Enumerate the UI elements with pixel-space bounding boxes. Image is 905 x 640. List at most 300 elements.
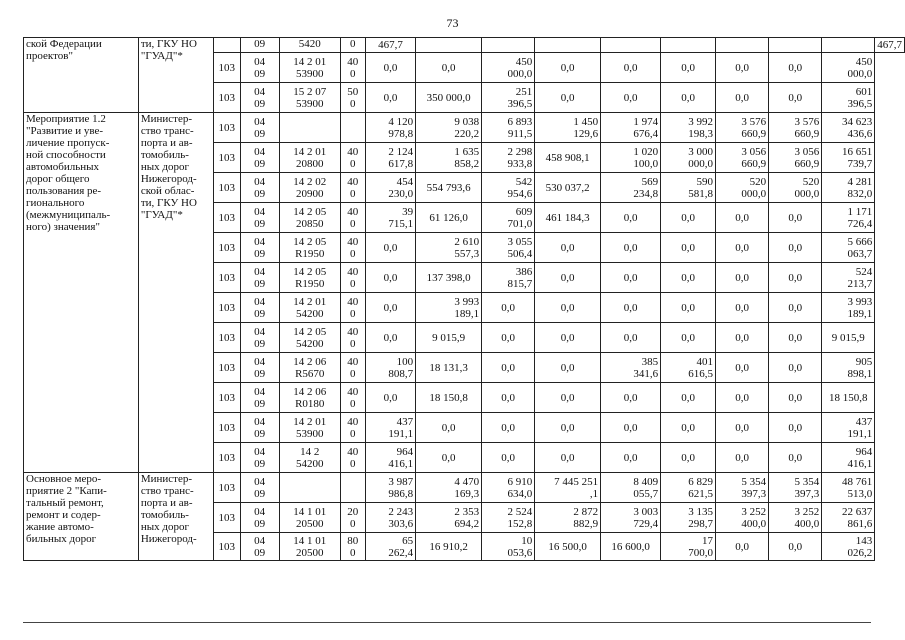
year-value-text: 0,0: [383, 331, 398, 344]
year-value-text: 0,0: [788, 91, 803, 104]
total-value-text: 143 026,2: [847, 534, 873, 559]
year-value: [482, 263, 535, 293]
total-value-text: 467,7: [877, 39, 902, 51]
year-value-text: 0,0: [501, 301, 516, 314]
vr-code: [340, 113, 365, 143]
year-value-text: 0,0: [788, 421, 803, 434]
year-value: [535, 473, 601, 503]
year-value-text: 3 252 400,0: [741, 505, 767, 530]
vr-code-text: 40 0: [347, 265, 359, 290]
year-value-text: 3 055 506,4: [507, 235, 533, 260]
year-value-text: 0,0: [441, 421, 456, 434]
grbs-code-text: 103: [218, 181, 236, 194]
year-value: [365, 353, 415, 383]
year-value-text: 0,0: [623, 451, 638, 464]
grbs-code: [214, 533, 240, 561]
year-value: [535, 533, 601, 561]
year-value-text: 0,0: [501, 451, 516, 464]
year-value-text: 16 910,2: [429, 540, 468, 553]
total-value: [822, 173, 875, 203]
year-value: [365, 413, 415, 443]
year-value: [769, 173, 822, 203]
grbs-code-text: 103: [218, 331, 236, 344]
year-value-text: 0,0: [623, 211, 638, 224]
year-value-text: 458 908,1: [545, 151, 590, 164]
year-value-text: 437 191,1: [388, 415, 414, 440]
responsible-executor: [138, 113, 213, 473]
table-body: [24, 38, 905, 561]
csr-code: [279, 53, 340, 83]
grbs-code-text: 103: [218, 391, 236, 404]
year-value: [482, 53, 535, 83]
vr-code: [340, 353, 365, 383]
year-value-text: 3 056 660,9: [794, 145, 820, 170]
year-value-text: 0,0: [788, 361, 803, 374]
year-value: [365, 503, 415, 533]
total-value: [822, 323, 875, 353]
vr-code-text: 40 0: [347, 445, 359, 470]
year-value-text: 3 993 189,1: [454, 295, 480, 320]
year-value-text: 18 150,8: [429, 391, 468, 404]
year-value: [716, 383, 769, 413]
year-value-text: 0,0: [560, 361, 575, 374]
grbs-code: [214, 293, 240, 323]
vr-code: [340, 413, 365, 443]
year-value: [601, 83, 661, 113]
total-value-text: 16 651 739,7: [842, 145, 873, 170]
year-value: [661, 113, 716, 143]
year-value: [716, 113, 769, 143]
year-value-text: 1 974 676,4: [633, 115, 659, 140]
year-value: [601, 203, 661, 233]
year-value: [769, 443, 822, 473]
year-value-text: 3 576 660,9: [794, 115, 820, 140]
grbs-code: [214, 143, 240, 173]
csr-code-text: 14 2 01 53900: [293, 55, 327, 80]
rzpr-code-text: 04 09: [254, 235, 266, 260]
csr-code: [279, 113, 340, 143]
year-value: [416, 143, 482, 173]
total-value-text: 18 150,8: [829, 391, 868, 404]
year-value-text: 137 398,0: [426, 271, 471, 284]
year-value-text: 0,0: [735, 361, 749, 374]
vr-code: [340, 293, 365, 323]
year-value: [535, 263, 601, 293]
vr-code: [340, 323, 365, 353]
year-value: [365, 113, 415, 143]
year-value-text: 0,0: [681, 451, 695, 464]
year-value-text: 2 298 933,8: [507, 145, 533, 170]
page-number: 73: [446, 16, 459, 30]
grbs-code-text: 103: [218, 511, 236, 524]
grbs-code: [214, 203, 240, 233]
year-value-text: 3 000 000,0: [688, 145, 714, 170]
rzpr-code: [240, 113, 279, 143]
vr-code-text: 40 0: [347, 415, 359, 440]
year-value: [661, 323, 716, 353]
year-value: [535, 503, 601, 533]
year-value: [769, 263, 822, 293]
year-value-text: 0,0: [623, 301, 638, 314]
total-value-text: 524 213,7: [847, 265, 873, 290]
year-value-text: 0,0: [383, 241, 398, 254]
grbs-code-text: 103: [218, 361, 236, 374]
rzpr-code: [240, 503, 279, 533]
year-value: [365, 473, 415, 503]
year-value: [661, 203, 716, 233]
year-value-text: 0,0: [623, 61, 638, 74]
year-value: [601, 53, 661, 83]
year-value: [661, 263, 716, 293]
year-value: [535, 323, 601, 353]
year-value: [482, 233, 535, 263]
year-value-text: 9 038 220,2: [454, 115, 480, 140]
rzpr-code-text: 04 09: [254, 385, 266, 410]
year-value-text: 2 353 694,2: [454, 505, 480, 530]
total-value: [822, 233, 875, 263]
rzpr-code-text: 04 09: [254, 205, 266, 230]
year-value: [482, 203, 535, 233]
year-value-text: 5 354 397,3: [794, 475, 820, 500]
year-value: [365, 263, 415, 293]
total-value-text: 48 761 513,0: [842, 475, 873, 500]
measure-description: [24, 38, 139, 113]
year-value: [822, 38, 875, 53]
vr-code: [340, 473, 365, 503]
measure-description-text: ской Федерации проектов": [26, 38, 102, 62]
table-row: [24, 113, 905, 143]
year-value: [416, 323, 482, 353]
year-value-text: 0,0: [788, 61, 803, 74]
year-value: [416, 83, 482, 113]
csr-code-text: 14 2 06 R0180: [293, 385, 327, 410]
year-value: [482, 473, 535, 503]
year-value-text: 0,0: [735, 91, 749, 104]
vr-code-text: 40 0: [347, 325, 359, 350]
vr-code: [340, 83, 365, 113]
year-value: [416, 383, 482, 413]
csr-code-text: 14 2 01 53900: [293, 415, 327, 440]
year-value: [601, 113, 661, 143]
grbs-code-text: 103: [218, 481, 236, 494]
year-value-text: 0,0: [788, 241, 803, 254]
year-value: [482, 413, 535, 443]
total-value-text: 5 666 063,7: [847, 235, 873, 260]
year-value: [535, 143, 601, 173]
year-value: [482, 293, 535, 323]
year-value: [535, 413, 601, 443]
year-value: [365, 293, 415, 323]
responsible-executor-text: ти, ГКУ НО "ГУАД"*: [140, 38, 197, 62]
csr-code: [279, 353, 340, 383]
total-value: [822, 353, 875, 383]
grbs-code: [214, 233, 240, 263]
rzpr-code-text: 09: [254, 38, 266, 50]
year-value-text: 0,0: [735, 241, 749, 254]
year-value: [601, 263, 661, 293]
year-value-text: 0,0: [441, 61, 456, 74]
vr-code: [340, 203, 365, 233]
year-value: [535, 38, 601, 53]
vr-code-text: 80 0: [347, 534, 359, 559]
csr-code: [279, 173, 340, 203]
year-value: [365, 233, 415, 263]
year-value: [661, 503, 716, 533]
year-value-text: 251 396,5: [507, 85, 533, 110]
year-value-text: 0,0: [735, 451, 749, 464]
vr-code-text: 40 0: [347, 55, 359, 80]
grbs-code: [214, 173, 240, 203]
year-value: [482, 383, 535, 413]
year-value: [535, 113, 601, 143]
rzpr-code-text: 04 09: [254, 445, 266, 470]
csr-code: [279, 413, 340, 443]
year-value-text: 0,0: [441, 451, 456, 464]
csr-code-text: 15 2 07 53900: [293, 85, 327, 110]
rzpr-code: [240, 353, 279, 383]
year-value: [716, 53, 769, 83]
year-value: [601, 173, 661, 203]
year-value: [769, 323, 822, 353]
grbs-code-text: 103: [218, 241, 236, 254]
total-value: [822, 203, 875, 233]
rzpr-code: [240, 38, 279, 53]
measure-description-text: Основное меро- приятие 2 "Капи- тальный ремонт, ремонт и содер- жание автомо- бильных дорог: [26, 473, 107, 545]
year-value: [769, 503, 822, 533]
rzpr-code: [240, 143, 279, 173]
table-row: [24, 473, 905, 503]
total-value-text: 964 416,1: [847, 445, 873, 470]
year-value-text: 6 829 621,5: [688, 475, 714, 500]
year-value-text: 5 354 397,3: [741, 475, 767, 500]
total-value: [822, 293, 875, 323]
csr-code: [279, 143, 340, 173]
year-value-text: 0,0: [788, 331, 803, 344]
year-value: [535, 233, 601, 263]
vr-code-text: 0: [350, 38, 356, 50]
year-value: [482, 143, 535, 173]
total-value: [822, 413, 875, 443]
grbs-code: [214, 38, 240, 53]
year-value-text: 520 000,0: [794, 175, 820, 200]
year-value-text: 4 120 978,8: [388, 115, 414, 140]
grbs-code: [214, 83, 240, 113]
year-value: [769, 53, 822, 83]
year-value-text: 3 987 986,8: [388, 475, 414, 500]
csr-code-text: 14 2 01 54200: [293, 295, 327, 320]
rzpr-code: [240, 323, 279, 353]
total-value: [822, 383, 875, 413]
year-value: [482, 503, 535, 533]
rzpr-code: [240, 443, 279, 473]
year-value-text: 2 610 557,3: [454, 235, 480, 260]
year-value: [716, 143, 769, 173]
year-value-text: 609 701,0: [507, 205, 533, 230]
year-value: [601, 383, 661, 413]
rzpr-code-text: 04 09: [254, 175, 266, 200]
rzpr-code: [240, 233, 279, 263]
year-value-text: 0,0: [623, 421, 638, 434]
year-value: [601, 38, 661, 53]
year-value-text: 0,0: [735, 301, 749, 314]
table-row: [24, 38, 905, 53]
year-value-text: 3 135 298,7: [688, 505, 714, 530]
responsible-executor-text: Министер- ство транс- порта и ав- томобиль- ных дорог Нижегород-: [140, 473, 197, 545]
vr-code: [340, 383, 365, 413]
total-value-text: 4 281 832,0: [847, 175, 873, 200]
year-value-text: 0,0: [681, 241, 695, 254]
year-value: [661, 83, 716, 113]
year-value-text: 450 000,0: [507, 55, 533, 80]
year-value-text: 0,0: [623, 391, 638, 404]
grbs-code-text: 103: [218, 151, 236, 164]
year-value-text: 0,0: [383, 91, 398, 104]
vr-code-text: 40 0: [347, 355, 359, 380]
rzpr-code: [240, 53, 279, 83]
year-value-text: 8 409 055,7: [633, 475, 659, 500]
year-value: [482, 38, 535, 53]
csr-code-text: 14 1 01 20500: [293, 534, 327, 559]
year-value: [601, 533, 661, 561]
csr-code-text: 14 1 01 20500: [293, 505, 327, 530]
total-value: [822, 443, 875, 473]
year-value: [716, 263, 769, 293]
year-value: [482, 173, 535, 203]
year-value-text: 0,0: [501, 391, 516, 404]
year-value-text: 0,0: [735, 331, 749, 344]
year-value: [716, 443, 769, 473]
rzpr-code: [240, 263, 279, 293]
year-value-text: 65 262,4: [388, 534, 414, 559]
year-value: [716, 173, 769, 203]
total-value-text: 22 637 861,6: [842, 505, 873, 530]
year-value-text: 3 056 660,9: [741, 145, 767, 170]
csr-code: [279, 233, 340, 263]
year-value-text: 520 000,0: [741, 175, 767, 200]
grbs-code-text: 103: [218, 540, 236, 553]
year-value-text: 0,0: [560, 241, 575, 254]
csr-code: [279, 83, 340, 113]
rzpr-code-text: 04 09: [254, 265, 266, 290]
year-value: [716, 353, 769, 383]
year-value: [716, 83, 769, 113]
grbs-code: [214, 323, 240, 353]
year-value-text: 0,0: [681, 301, 695, 314]
total-value: [822, 263, 875, 293]
grbs-code: [214, 413, 240, 443]
year-value: [716, 413, 769, 443]
year-value-text: 6 910 634,0: [507, 475, 533, 500]
year-value-text: 1 450 129,6: [573, 115, 599, 140]
year-value: [716, 473, 769, 503]
year-value: [365, 443, 415, 473]
year-value-text: 530 037,2: [545, 181, 590, 194]
vr-code-text: 20 0: [347, 505, 359, 530]
csr-code: [279, 503, 340, 533]
measure-description-text: Мероприятие 1.2 "Развитие и уве- личение пропуск- ной способности автомобильных дорог общего пользования ре- гионального (межмуниципаль- ного) значения": [26, 113, 111, 233]
grbs-code-text: 103: [218, 421, 236, 434]
year-value-text: 4 470 169,3: [454, 475, 480, 500]
year-value-text: 0,0: [383, 391, 398, 404]
year-value-text: 0,0: [681, 271, 695, 284]
year-value-text: 0,0: [560, 451, 575, 464]
year-value: [601, 233, 661, 263]
year-value: [769, 203, 822, 233]
rzpr-code: [240, 83, 279, 113]
rzpr-code-text: 04 09: [254, 325, 266, 350]
year-value: [535, 353, 601, 383]
year-value: [769, 293, 822, 323]
csr-code: [279, 38, 340, 53]
grbs-code: [214, 113, 240, 143]
year-value-text: 16 600,0: [611, 540, 650, 553]
bottom-rule: [23, 622, 871, 623]
csr-code: [279, 383, 340, 413]
year-value: [482, 323, 535, 353]
csr-code: [279, 473, 340, 503]
csr-code: [279, 293, 340, 323]
rzpr-code-text: 04 09: [254, 415, 266, 440]
year-value: [365, 38, 415, 53]
year-value: [416, 413, 482, 443]
year-value: [769, 38, 822, 53]
year-value: [769, 83, 822, 113]
year-value: [416, 443, 482, 473]
total-value-text: 437 191,1: [847, 415, 873, 440]
year-value-text: 0,0: [623, 331, 638, 344]
year-value: [365, 533, 415, 561]
total-value-text: 450 000,0: [847, 55, 873, 80]
vr-code: [340, 173, 365, 203]
year-value: [601, 143, 661, 173]
year-value: [661, 383, 716, 413]
year-value: [716, 323, 769, 353]
budget-table: [23, 37, 905, 561]
year-value-text: 0,0: [560, 271, 575, 284]
year-value: [416, 353, 482, 383]
year-value: [661, 53, 716, 83]
year-value-text: 0,0: [681, 421, 695, 434]
total-value: [822, 533, 875, 561]
year-value: [535, 443, 601, 473]
year-value-text: 0,0: [681, 91, 695, 104]
rzpr-code: [240, 473, 279, 503]
year-value-text: 0,0: [560, 301, 575, 314]
year-value: [769, 113, 822, 143]
year-value-text: 0,0: [788, 301, 803, 314]
csr-code-text: 14 2 05 20850: [293, 205, 327, 230]
year-value-text: 554 793,6: [426, 181, 471, 194]
total-value: [875, 38, 905, 53]
year-value: [661, 38, 716, 53]
vr-code: [340, 533, 365, 561]
grbs-code-text: 103: [218, 271, 236, 284]
grbs-code-text: 103: [218, 301, 236, 314]
vr-code: [340, 233, 365, 263]
year-value: [482, 533, 535, 561]
year-value-text: 0,0: [383, 61, 398, 74]
total-value: [822, 503, 875, 533]
grbs-code: [214, 263, 240, 293]
year-value-text: 1 020 100,0: [633, 145, 659, 170]
csr-code: [279, 533, 340, 561]
year-value-text: 16 500,0: [548, 540, 587, 553]
year-value-text: 590 581,8: [688, 175, 714, 200]
year-value: [365, 143, 415, 173]
grbs-code-text: 103: [218, 91, 236, 104]
year-value-text: 3 992 198,3: [688, 115, 714, 140]
rzpr-code-text: 04 09: [254, 145, 266, 170]
